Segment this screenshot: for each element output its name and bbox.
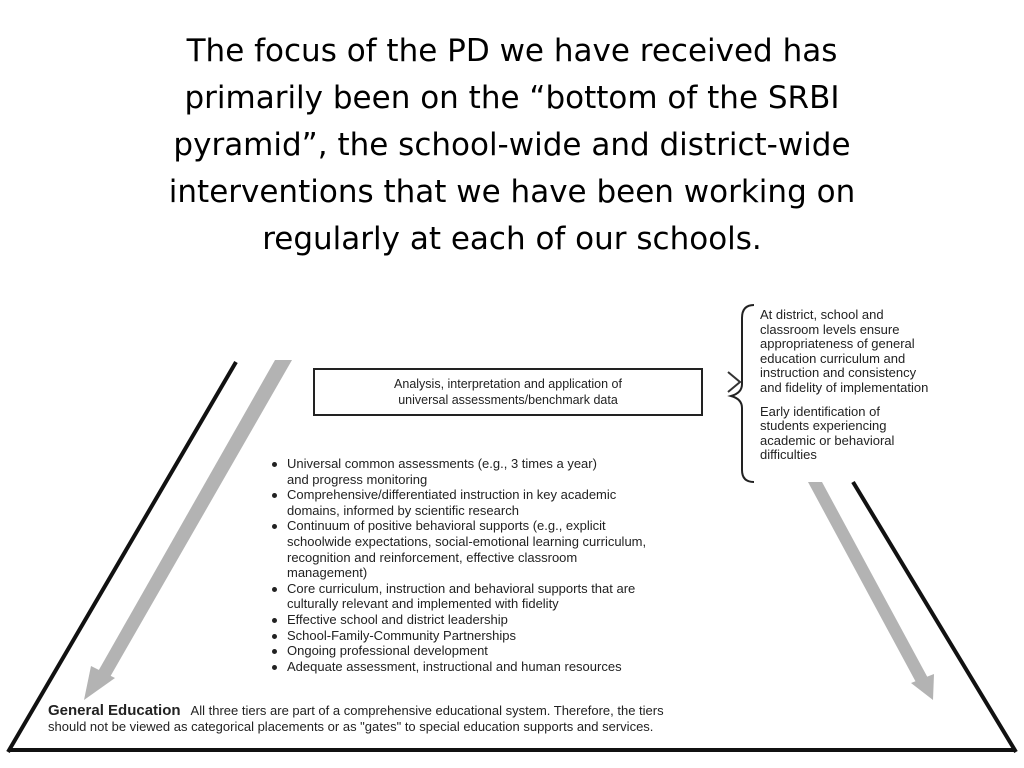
footer-line-2: should not be viewed as categorical placements or as "gates" to special education supports and services.: [48, 719, 654, 734]
bullet-line: domains, informed by scientific research: [287, 502, 519, 518]
bullet-line: Continuum of positive behavioral supports (e.g., explicit: [287, 518, 606, 534]
bullet-line: School-Family-Community Partnerships: [287, 627, 517, 643]
bullet-item: [270, 581, 646, 612]
side-note-line: classroom levels ensure: [760, 321, 900, 337]
side-note-line: academic or behavioral: [760, 432, 895, 448]
side-note-line: instruction and consistency: [760, 365, 917, 381]
top-box-line: Analysis, interpretation and application of: [394, 377, 622, 391]
side-note: [760, 308, 1020, 396]
side-note: [760, 405, 1020, 463]
bullet-line: and progress monitoring: [287, 471, 428, 487]
bullet-item: [270, 612, 646, 628]
title-line: pyramid”, the school-wide and district-wide: [173, 127, 851, 163]
title-line: interventions that we have been working on: [168, 174, 856, 210]
side-note-line: At district, school and: [760, 307, 884, 322]
bullet-line: Adequate assessment, instructional and human resources: [287, 658, 622, 674]
side-note-line: appropriateness of general: [760, 336, 915, 352]
bullet-item: [270, 487, 646, 518]
bullet-item: [270, 456, 646, 487]
bullet-item: [270, 628, 646, 644]
pyramid-left-edge: [8, 362, 236, 752]
bullet-line: schoolwide expectations, social-emotional learning curriculum,: [287, 533, 647, 549]
bracket-brace: [731, 305, 754, 482]
bullet-line: Comprehensive/differentiated instruction in key academic: [287, 487, 617, 503]
bullet-line: Effective school and district leadership: [287, 611, 508, 627]
side-note-line: Early identification of: [760, 403, 880, 419]
side-note-line: students experiencing: [760, 418, 887, 434]
title-line: primarily been on the “bottom of the SRBI: [184, 80, 840, 116]
bullet-item: [270, 659, 646, 675]
title-line: regularly at each of our schools.: [262, 221, 762, 257]
bracket-pointer: [728, 372, 740, 392]
side-note-line: and fidelity of implementation: [760, 379, 929, 395]
left-arrow-shaft: [96, 360, 292, 684]
bullet-line: management): [287, 565, 368, 581]
bullet-line: Core curriculum, instruction and behavioral supports that are: [287, 580, 636, 596]
general-education-label: General Education: [48, 702, 181, 719]
bullet-line: Ongoing professional development: [287, 643, 488, 659]
bullet-line: culturally relevant and implemented with fidelity: [287, 596, 559, 612]
bullet-item: [270, 643, 646, 659]
bullet-line: recognition and reinforcement, effective classroom: [287, 549, 578, 565]
top-box-line: universal assessments/benchmark data: [398, 393, 618, 407]
side-note-line: difficulties: [760, 447, 817, 463]
title-line: The focus of the PD we have received has: [186, 33, 838, 69]
bullet-line: Universal common assessments (e.g., 3 times a year): [287, 456, 597, 471]
bullet-item: [270, 518, 646, 580]
footer-line-1: All three tiers are part of a comprehensive educational system. Therefore, the tiers: [190, 703, 664, 718]
side-notes: [760, 308, 1020, 472]
side-note-line: education curriculum and: [760, 350, 906, 366]
bullet-list: [270, 456, 646, 674]
top-box: [313, 368, 703, 416]
footer: [48, 703, 1008, 735]
right-arrow-shaft: [808, 482, 929, 686]
